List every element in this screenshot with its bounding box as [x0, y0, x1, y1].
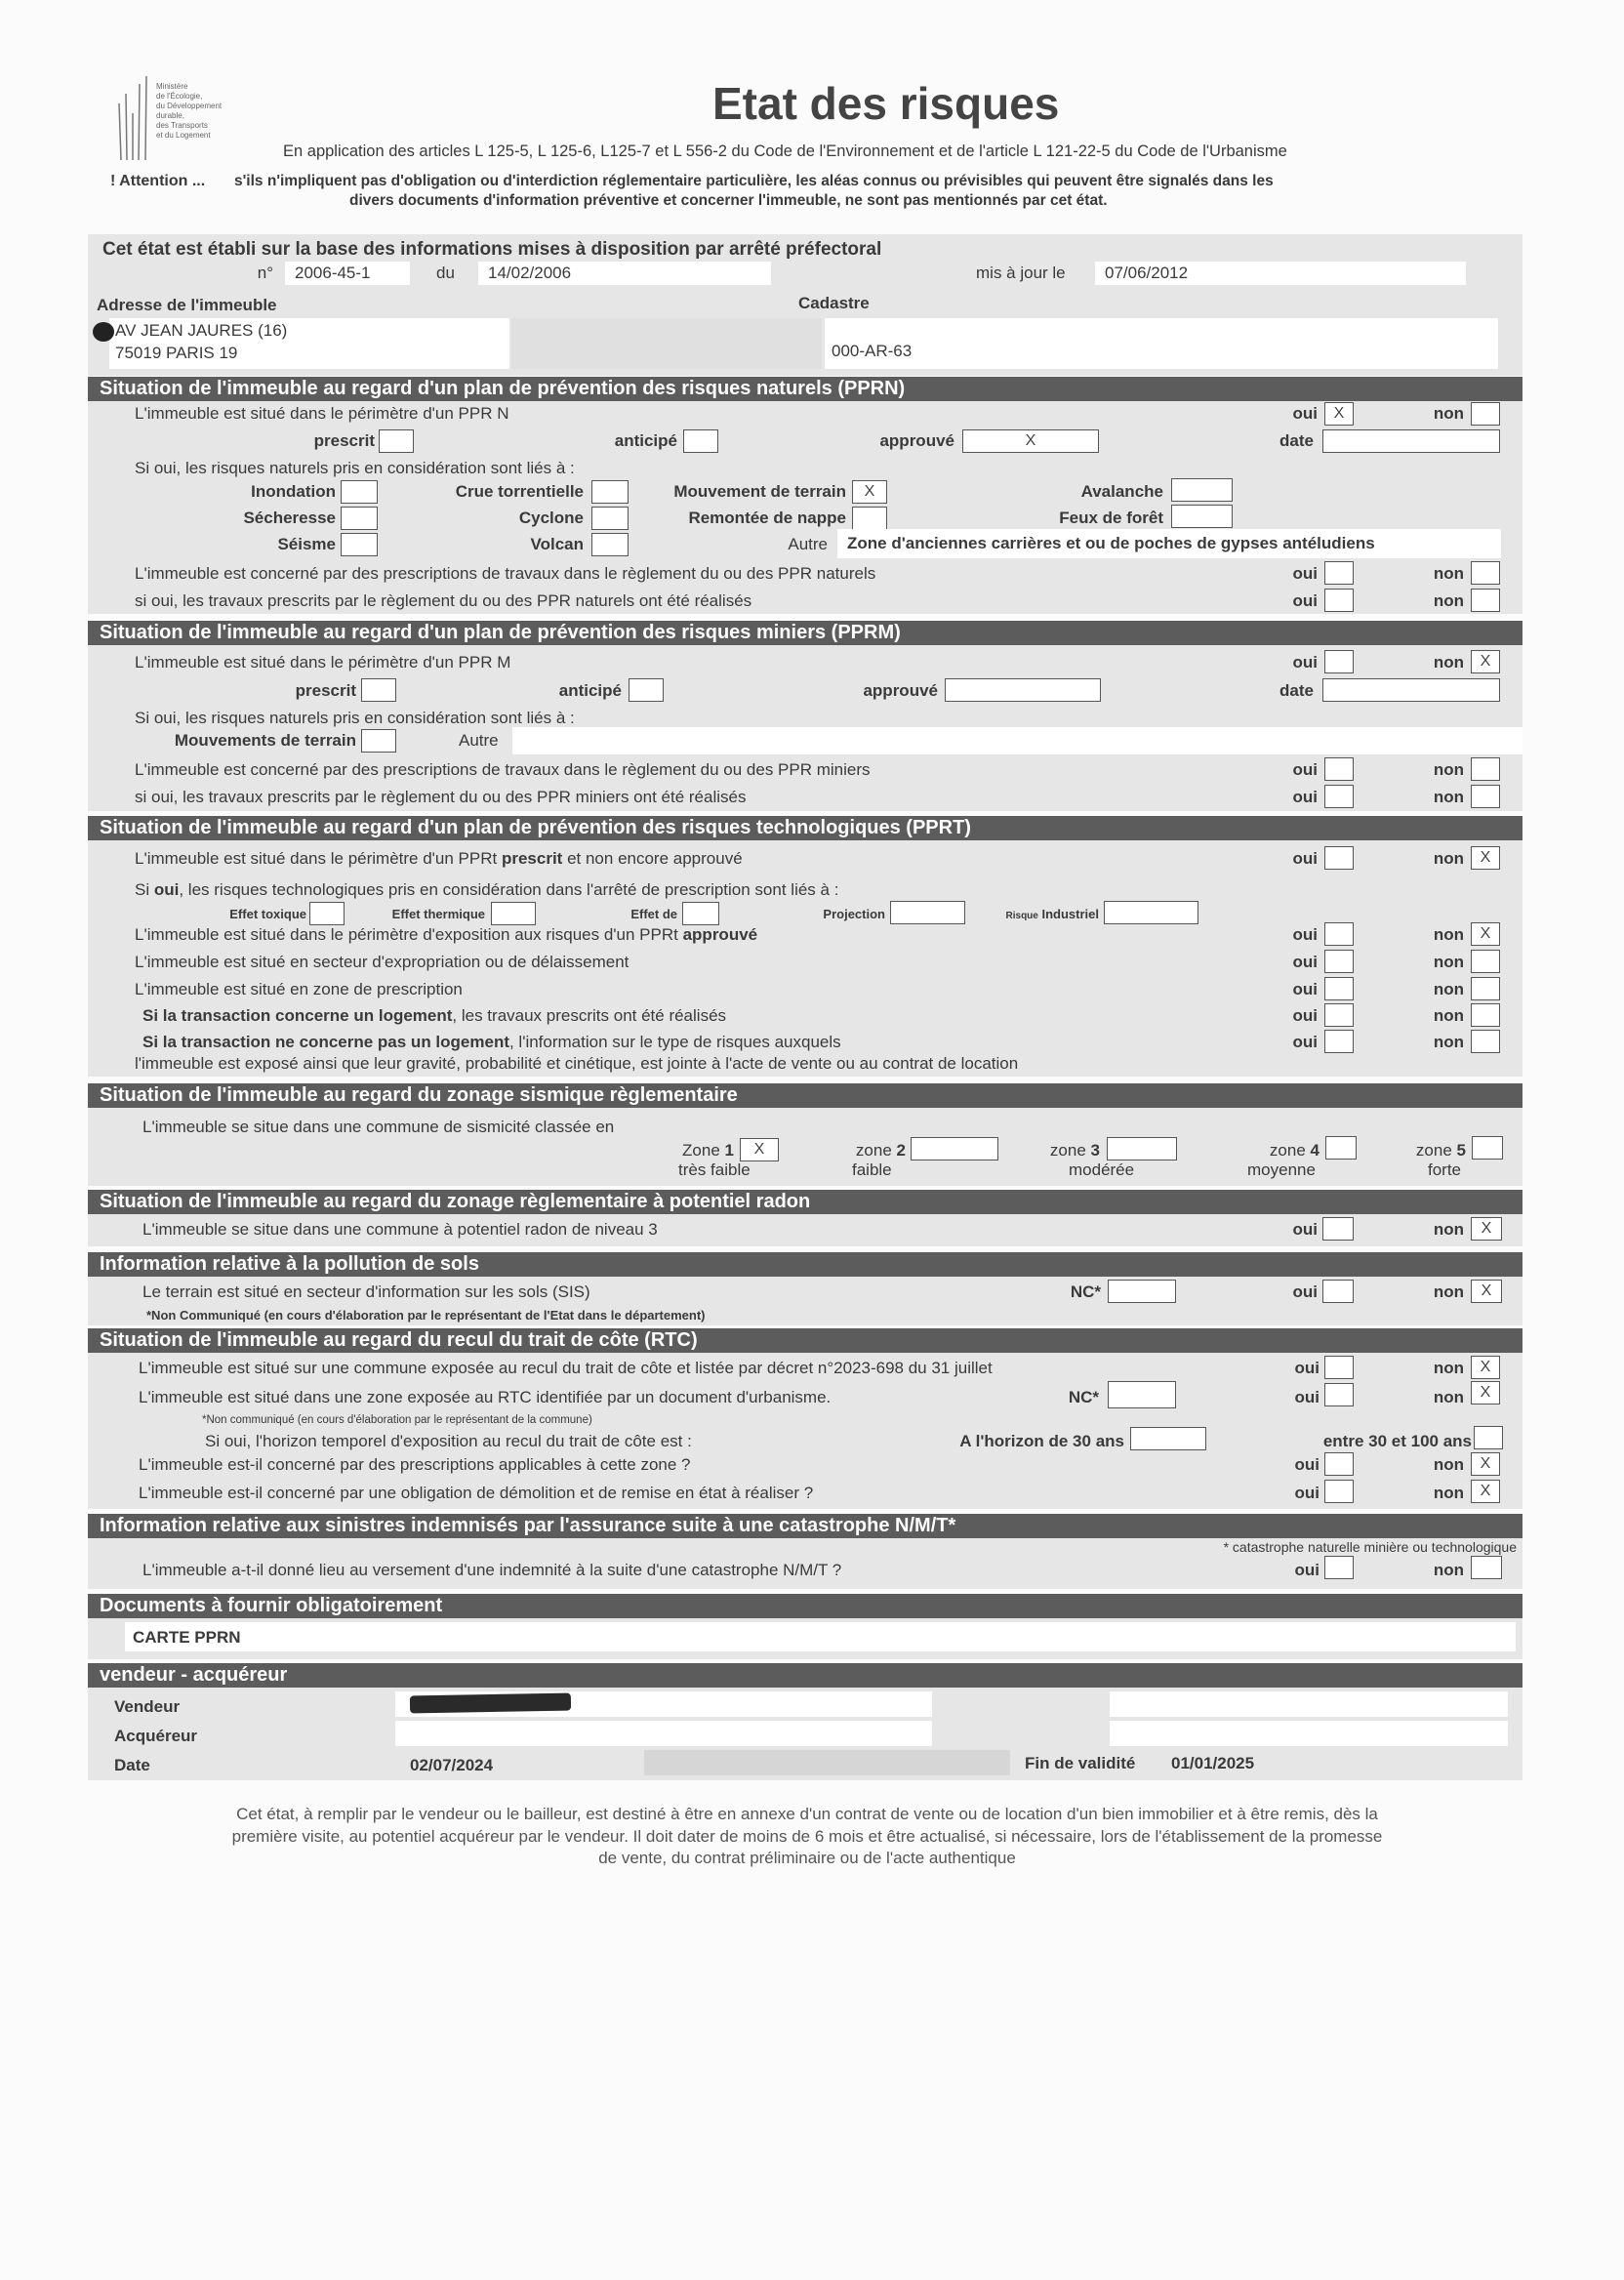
zone-1-checkbox[interactable]: X	[740, 1138, 779, 1161]
date-label: Date	[114, 1756, 150, 1774]
nc-label: NC*	[1068, 1388, 1099, 1406]
pprt-logement-oui-checkbox[interactable]	[1324, 1003, 1354, 1027]
pprt-header: Situation de l'immeuble au regard d'un plan de prévention des risques technologiques (PPRT)	[88, 816, 1522, 840]
parties-header: vendeur - acquéreur	[88, 1663, 1522, 1688]
h100-label: entre 30 et 100 ans	[1322, 1432, 1472, 1450]
logo-text: durable,	[156, 111, 184, 120]
non-label: non	[1433, 1282, 1464, 1301]
zone-4-checkbox[interactable]	[1325, 1136, 1357, 1160]
adresse-line-2: 75019 PARIS 19	[115, 344, 238, 362]
volcan-checkbox[interactable]	[591, 533, 629, 556]
rtc-decret-non-checkbox[interactable]: X	[1471, 1356, 1500, 1379]
rtc-demolition-non-checkbox[interactable]: X	[1471, 1480, 1500, 1503]
vendeur-field-2[interactable]	[1110, 1691, 1508, 1717]
adresse-spacer	[511, 318, 822, 369]
attention-text: divers documents d'information préventive et concerner l'immeuble, ne sont pas mentionnés par cet état.	[349, 192, 1108, 209]
volcan-label: Volcan	[530, 535, 584, 553]
h100-checkbox[interactable]	[1474, 1426, 1503, 1449]
pprt-prescrit-non-checkbox[interactable]: X	[1471, 846, 1500, 870]
oui-label: oui	[1292, 1220, 1318, 1239]
prescrit-label: prescrit	[295, 681, 356, 700]
text: et non encore approuvé	[567, 849, 743, 868]
mouvement-checkbox[interactable]: X	[852, 480, 887, 504]
effet-toxique-checkbox[interactable]	[309, 902, 345, 925]
radon-text: L'immeuble se situe dans une commune à potentiel radon de niveau 3	[142, 1220, 658, 1239]
rtc-demolition-text: L'immeuble est-il concerné par une obligation de démolition et de remise en état à réaliser ?	[139, 1484, 814, 1502]
non-label: non	[1433, 953, 1464, 971]
sols-nc-checkbox[interactable]	[1108, 1280, 1176, 1303]
logo-text: Ministère	[156, 82, 188, 91]
non-label: non	[1433, 1455, 1464, 1474]
pprn-prescriptions-text: L'immeuble est concerné par des prescriptions de travaux dans le règlement du ou des PPR naturels	[135, 564, 876, 583]
acquereur-label: Acquéreur	[114, 1727, 198, 1745]
non-label: non	[1433, 1388, 1464, 1406]
catnat-note: * catastrophe naturelle minière ou technologique	[1223, 1539, 1517, 1555]
pprn-header: Situation de l'immeuble au regard d'un plan de prévention des risques naturels (PPRN)	[88, 377, 1522, 401]
non-label: non	[1433, 653, 1464, 672]
sismique-header: Situation de l'immeuble au regard du zonage sismique règlementaire	[88, 1083, 1522, 1108]
anticipe-label: anticipé	[614, 431, 677, 450]
nappe-label: Remontée de nappe	[688, 509, 846, 527]
pprm-prescriptions-text: L'immeuble est concerné par des prescriptions de travaux dans le règlement du ou des PPR miniers	[135, 760, 871, 779]
pprt-zone-non-checkbox[interactable]	[1471, 977, 1500, 1000]
pprt-logement-text	[142, 1005, 726, 1027]
text: L'immeuble est situé dans le périmètre d'exposition aux risques d'un PPRt	[135, 925, 678, 944]
pprn-perimetre-text: L'immeuble est situé dans le périmètre d'un PPR N	[135, 404, 509, 423]
effet-de-label: Effet de	[630, 907, 677, 921]
inondation-label: Inondation	[251, 482, 336, 501]
catnat-text: L'immeuble a-t-il donné lieu au versement d'une indemnité à la suite d'une catastrophe N/M/T ?	[142, 1561, 842, 1579]
non-label: non	[1433, 1006, 1464, 1025]
rtc-zone-oui-checkbox[interactable]	[1324, 1383, 1354, 1406]
sols-text: Le terrain est situé en secteur d'information sur les sols (SIS)	[142, 1282, 590, 1301]
vendeur-redaction	[410, 1693, 571, 1714]
pprt-lies-text	[135, 879, 838, 901]
zone-5-checkbox[interactable]	[1472, 1136, 1503, 1160]
oui-label: oui	[1292, 404, 1318, 423]
rtc-note: *Non communiqué (en cours d'élaboration par le représentant de la commune)	[202, 1414, 592, 1426]
pprt-expropriation-oui-checkbox[interactable]	[1324, 950, 1354, 973]
pprn-travaux-text: si oui, les travaux prescrits par le règlement du ou des PPR naturels ont été réalisés	[135, 591, 752, 610]
ministry-logo	[115, 74, 242, 162]
oui-label: oui	[1292, 953, 1318, 971]
rtc-decret-text: L'immeuble est situé sur une commune exposée au recul du trait de côte et listée par décret n°2023-698 du 31 juillet	[139, 1359, 993, 1377]
du-label: du	[436, 264, 455, 282]
text-bold: Si la transaction ne concerne pas un logement	[142, 1033, 509, 1051]
crue-label: Crue torrentielle	[455, 482, 584, 501]
catnat-non-checkbox[interactable]	[1471, 1556, 1502, 1579]
pprm-travaux-non-checkbox[interactable]	[1471, 785, 1500, 808]
projection-checkbox[interactable]	[890, 901, 965, 924]
seisme-label: Séisme	[277, 535, 336, 553]
pprt-expropriation-text: L'immeuble est situé en secteur d'expropriation ou de délaissement	[135, 953, 629, 971]
pprt-expropriation-non-checkbox[interactable]	[1471, 950, 1500, 973]
oui-label: oui	[1294, 1388, 1320, 1406]
oui-label: oui	[1292, 653, 1318, 672]
logo-text: de l'Écologie,	[156, 92, 203, 101]
pprm-autre-field[interactable]	[512, 727, 1522, 754]
radon-header: Situation de l'immeuble au regard du zonage règlementaire à potentiel radon	[88, 1190, 1522, 1214]
rtc-prescriptions-non-checkbox[interactable]: X	[1471, 1452, 1500, 1476]
zone-2-checkbox[interactable]	[911, 1137, 998, 1160]
zone-4-label	[1270, 1140, 1320, 1161]
prescrit-label: prescrit	[313, 431, 375, 450]
pprt-logement-non-checkbox[interactable]	[1471, 1003, 1500, 1027]
effet-toxique-label: Effet toxique	[229, 907, 306, 921]
oui-label: oui	[1292, 788, 1318, 806]
pprn-date-field[interactable]	[1322, 429, 1500, 453]
pprm-perimetre-text: L'immeuble est situé dans le périmètre d'un PPR M	[135, 653, 511, 672]
fin-validite-value: 01/01/2025	[1171, 1754, 1255, 1772]
zone-2-desc: faible	[852, 1160, 892, 1179]
text-bold: Si la transaction concerne un logement	[142, 1006, 453, 1025]
zone-3-desc: modérée	[1069, 1160, 1135, 1179]
cyclone-checkbox[interactable]	[591, 507, 629, 530]
h30-checkbox[interactable]	[1130, 1427, 1206, 1450]
zone-1-desc: très faible	[678, 1160, 751, 1179]
non-label: non	[1433, 760, 1464, 779]
rtc-prescriptions-text: L'immeuble est-il concerné par des prescriptions applicables à cette zone ?	[139, 1455, 691, 1474]
radon-non-checkbox[interactable]: X	[1471, 1217, 1502, 1241]
non-label: non	[1433, 849, 1464, 868]
sols-note: *Non Communiqué (en cours d'élaboration par le représentant de l'Etat dans le département)	[146, 1308, 706, 1323]
oui-label: oui	[1292, 925, 1318, 944]
non-label: non	[1433, 591, 1464, 610]
rtc-header: Situation de l'immeuble au regard du recul du trait de côte (RTC)	[88, 1328, 1522, 1353]
pprn-approuve-checkbox[interactable]: X	[962, 429, 1099, 453]
pprn-prescriptions-non-checkbox[interactable]	[1471, 561, 1500, 585]
footer-note	[88, 1804, 1526, 1870]
page-title: Etat des risques	[712, 78, 1060, 129]
attention-label: ! Attention ...	[110, 173, 206, 189]
text: Risque	[1005, 911, 1038, 921]
documents-header: Documents à fournir obligatoirement	[88, 1594, 1522, 1618]
zone-5-label	[1416, 1140, 1466, 1161]
pprm-approuve-checkbox[interactable]	[945, 678, 1101, 702]
logo-text: du Développement	[156, 102, 223, 110]
rtc-decret-oui-checkbox[interactable]	[1324, 1356, 1354, 1379]
non-label: non	[1433, 564, 1464, 583]
projection-label: Projection	[823, 907, 885, 921]
pprm-prescriptions-non-checkbox[interactable]	[1471, 757, 1500, 781]
non-label: non	[1433, 1484, 1464, 1502]
sismique-text: L'immeuble se situe dans une commune de sismicité classée en	[142, 1118, 615, 1136]
pprt-zone-oui-checkbox[interactable]	[1324, 977, 1354, 1000]
rtc-zone-non-checkbox[interactable]: X	[1471, 1381, 1500, 1405]
pprm-prescrit-checkbox[interactable]	[361, 678, 396, 702]
oui-label: oui	[1292, 591, 1318, 610]
maj-value: 07/06/2012	[1105, 264, 1189, 282]
pprn-travaux-oui-checkbox[interactable]	[1324, 589, 1354, 612]
pprn-autre-value: Zone d'anciennes carrières et ou de poches de gypses antéludiens	[847, 534, 1375, 552]
adresse-line-1: AV JEAN JAURES (16)	[115, 321, 288, 340]
logo-text: et du Logement	[156, 131, 211, 140]
text-bold: prescrit	[501, 849, 563, 868]
avalanche-checkbox[interactable]	[1171, 478, 1233, 502]
pprt-non-logement-non-checkbox[interactable]	[1471, 1030, 1500, 1053]
acquereur-field[interactable]	[395, 1721, 932, 1746]
h30-label: A l'horizon de 30 ans	[959, 1432, 1124, 1450]
pprt-prescrit-text	[135, 848, 743, 870]
oui-label: oui	[1292, 849, 1318, 868]
subtitle: En application des articles L 125-5, L 125-6, L125-7 et L 556-2 du Code de l'Environnement et de l'article L 121-22-5 du Code de l'Urbanisme	[283, 142, 1287, 160]
pprn-perimetre-oui-checkbox[interactable]: X	[1324, 402, 1354, 426]
nc-label: NC*	[1070, 1282, 1101, 1301]
feux-checkbox[interactable]	[1171, 505, 1233, 528]
du-value: 14/02/2006	[488, 264, 572, 282]
text-bold: 3	[1090, 1141, 1100, 1160]
zone-3-checkbox[interactable]	[1107, 1137, 1177, 1160]
risque-industriel-label	[1006, 904, 1099, 927]
effet-thermique-label: Effet thermique	[391, 907, 485, 921]
anticipe-label: anticipé	[558, 681, 622, 700]
rtc-nc-checkbox[interactable]	[1108, 1381, 1176, 1408]
date-value: 02/07/2024	[410, 1756, 494, 1774]
text: zone	[1049, 1141, 1086, 1160]
oui-label: oui	[1292, 760, 1318, 779]
documents-field[interactable]	[125, 1622, 1516, 1651]
oui-label: oui	[1292, 1282, 1318, 1301]
rtc-prescriptions-oui-checkbox[interactable]	[1324, 1452, 1354, 1476]
pprt-zone-text: L'immeuble est situé en zone de prescription	[135, 980, 463, 998]
pprt-prescrit-oui-checkbox[interactable]	[1324, 846, 1354, 870]
cadastre-label: Cadastre	[798, 294, 870, 312]
num-label: n°	[257, 264, 273, 282]
avalanche-label: Avalanche	[1080, 482, 1163, 501]
mouvements-checkbox[interactable]	[361, 729, 396, 753]
zone-5-desc: forte	[1428, 1160, 1462, 1179]
radon-oui-checkbox[interactable]	[1322, 1217, 1354, 1241]
pprt-non-logement-oui-checkbox[interactable]	[1324, 1030, 1354, 1053]
effet-de-checkbox[interactable]	[682, 902, 719, 925]
date-label: date	[1279, 431, 1314, 450]
text: zone	[855, 1141, 892, 1160]
zone-3-label	[1050, 1140, 1100, 1161]
non-label: non	[1433, 1561, 1464, 1579]
num-value: 2006-45-1	[295, 264, 371, 282]
rtc-demolition-oui-checkbox[interactable]	[1324, 1480, 1354, 1503]
cyclone-label: Cyclone	[518, 509, 584, 527]
non-label: non	[1433, 980, 1464, 998]
crue-checkbox[interactable]	[591, 480, 629, 504]
catnat-oui-checkbox[interactable]	[1324, 1556, 1354, 1579]
pprt-non-logement-text-2: l'immeuble est exposé ainsi que leur gravité, probabilité et cinétique, est jointe à l'acte de vente ou au contrat de location	[135, 1054, 1019, 1073]
text: , les risques technologiques pris en considération dans l'arrêté de prescription sont liés à :	[179, 880, 839, 899]
feux-label: Feux de forêt	[1059, 509, 1163, 527]
oui-label: oui	[1292, 564, 1318, 583]
non-label: non	[1433, 788, 1464, 806]
fin-validite-label: Fin de validité	[1025, 1754, 1136, 1772]
non-label: non	[1433, 1033, 1464, 1051]
non-label: non	[1433, 1359, 1464, 1377]
inondation-checkbox[interactable]	[341, 480, 378, 504]
secheresse-label: Sécheresse	[243, 509, 336, 527]
approuve-label: approuvé	[863, 681, 938, 700]
oui-label: oui	[1292, 1033, 1318, 1051]
pprm-header: Situation de l'immeuble au regard d'un plan de prévention des risques miniers (PPRM)	[88, 621, 1522, 645]
redaction-mark	[93, 322, 114, 342]
mouvements-label: Mouvements de terrain	[174, 731, 356, 750]
risque-industriel-checkbox[interactable]	[1104, 901, 1198, 924]
text-bold: 1	[724, 1141, 734, 1160]
text: Si	[135, 880, 150, 899]
pprm-lies-text: Si oui, les risques naturels pris en considération sont liés à :	[135, 709, 575, 727]
oui-label: oui	[1294, 1455, 1320, 1474]
pprn-prescriptions-oui-checkbox[interactable]	[1324, 561, 1354, 585]
pprm-travaux-oui-checkbox[interactable]	[1324, 785, 1354, 808]
non-label: non	[1433, 1220, 1464, 1239]
text: L'immeuble est situé dans le périmètre d'un PPRt	[135, 849, 498, 868]
oui-label: oui	[1294, 1484, 1320, 1502]
pprm-prescriptions-oui-checkbox[interactable]	[1324, 757, 1354, 781]
non-label: non	[1433, 925, 1464, 944]
effet-thermique-checkbox[interactable]	[491, 902, 536, 925]
pprm-anticipe-checkbox[interactable]	[629, 678, 664, 702]
pprn-prescrit-checkbox[interactable]	[379, 429, 414, 453]
seisme-checkbox[interactable]	[341, 533, 378, 556]
documents-value: CARTE PPRN	[133, 1628, 241, 1647]
attention-text: s'ils n'impliquent pas d'obligation ou d'interdiction réglementaire particulière, les aléas connus ou prévisibles qui peuvent être signalés dans les	[234, 173, 1274, 189]
maj-label: mis à jour le	[976, 264, 1066, 282]
zone-2-label	[856, 1140, 906, 1161]
logo-text: des Transports	[156, 121, 208, 130]
pprt-non-logement-text	[142, 1032, 841, 1053]
vendeur-label: Vendeur	[114, 1697, 181, 1716]
cadastre-field[interactable]	[825, 318, 1498, 369]
pprt-approuve-text	[135, 924, 757, 946]
date-label: date	[1279, 681, 1314, 700]
text: Industriel	[1041, 907, 1099, 921]
text: , les travaux prescrits ont été réalisés	[452, 1006, 727, 1025]
nappe-checkbox[interactable]	[852, 507, 887, 530]
arrete-title: Cet état est établi sur la base des informations mises à disposition par arrêté préfectoral	[102, 239, 882, 260]
logo-lines-icon	[115, 74, 154, 162]
footer-line: Cet état, à remplir par le vendeur ou le bailleur, est destiné à être en annexe d'un contrat de vente ou de location d'un bien immobilier et à être remis, dès la	[236, 1805, 1378, 1823]
pprn-anticipe-checkbox[interactable]	[683, 429, 718, 453]
acquereur-field-2[interactable]	[1110, 1721, 1508, 1746]
autre-label: Autre	[459, 731, 499, 750]
rtc-zone-text: L'immeuble est situé dans une zone exposée au RTC identifiée par un document d'urbanisme.	[139, 1388, 832, 1406]
zone-4-desc: moyenne	[1247, 1160, 1316, 1179]
cadastre-value: 000-AR-63	[832, 342, 913, 360]
sols-header: Information relative à la pollution de sols	[88, 1252, 1522, 1277]
text-bold: 5	[1456, 1141, 1466, 1160]
approuve-label: approuvé	[879, 431, 954, 450]
autre-label: Autre	[788, 535, 828, 553]
text-bold: approuvé	[682, 925, 758, 944]
text: Zone	[682, 1141, 720, 1160]
text: , l'information sur le type de risques auxquels	[508, 1033, 841, 1051]
text-bold: 2	[896, 1141, 906, 1160]
sols-oui-checkbox[interactable]	[1322, 1280, 1354, 1303]
text: zone	[1415, 1141, 1452, 1160]
text: zone	[1269, 1141, 1306, 1160]
pprn-travaux-non-checkbox[interactable]	[1471, 589, 1500, 612]
oui-label: oui	[1292, 1006, 1318, 1025]
pprm-date-field[interactable]	[1322, 678, 1500, 702]
text-bold: oui	[153, 880, 180, 899]
adresse-label: Adresse de l'immeuble	[97, 296, 277, 314]
rtc-horizon-text: Si oui, l'horizon temporel d'exposition au recul du trait de côte est :	[205, 1432, 692, 1450]
pprm-perimetre-oui-checkbox[interactable]	[1324, 650, 1354, 673]
secheresse-checkbox[interactable]	[341, 507, 378, 530]
catnat-header: Information relative aux sinistres indemnisés par l'assurance suite à une catastrophe N/M/T*	[88, 1514, 1522, 1538]
footer-line: première visite, au potentiel acquéreur par le vendeur. Il doit dater de moins de 6 mois et être actualisé, si nécessaire, lors de l'établissement de la promesse	[231, 1826, 1383, 1846]
zone-1-label	[682, 1140, 734, 1161]
oui-label: oui	[1292, 980, 1318, 998]
sols-non-checkbox[interactable]: X	[1471, 1280, 1502, 1303]
oui-label: oui	[1294, 1359, 1320, 1377]
pprt-approuve-oui-checkbox[interactable]	[1324, 922, 1354, 946]
oui-label: oui	[1294, 1561, 1320, 1579]
pprm-perimetre-non-checkbox[interactable]: X	[1471, 650, 1500, 673]
non-label: non	[1433, 404, 1464, 423]
mouvement-label: Mouvement de terrain	[673, 482, 846, 501]
pprt-approuve-non-checkbox[interactable]: X	[1471, 922, 1500, 946]
pprm-travaux-text: si oui, les travaux prescrits par le règlement du ou des PPR miniers ont été réalisés	[135, 788, 747, 806]
footer-line: de vente, du contrat préliminaire ou de l'acte authentique	[598, 1849, 1016, 1867]
text-bold: 4	[1310, 1141, 1320, 1160]
pprn-perimetre-non-checkbox[interactable]	[1471, 402, 1500, 426]
date-spacer	[644, 1750, 1010, 1775]
pprn-lies-text: Si oui, les risques naturels pris en considération sont liés à :	[135, 459, 575, 477]
